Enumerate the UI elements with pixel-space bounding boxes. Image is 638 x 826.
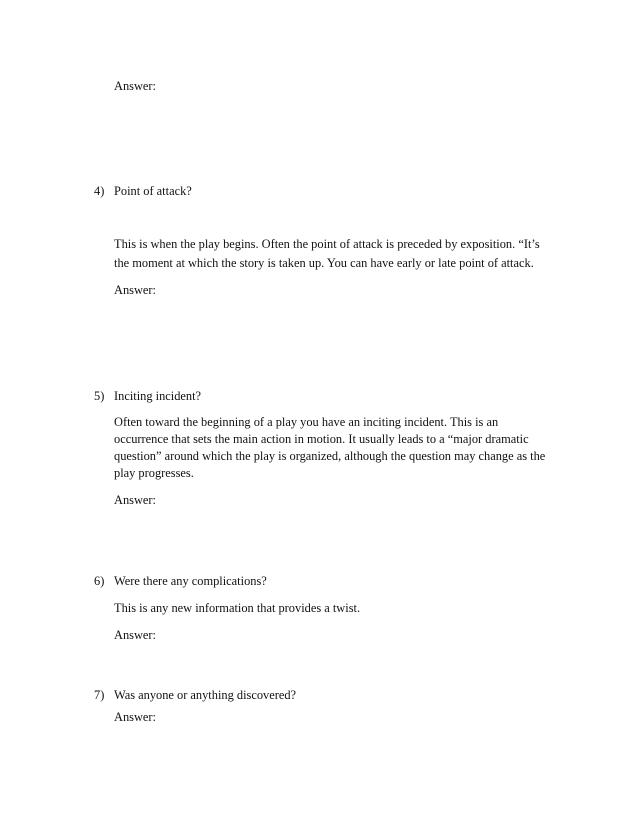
question-4-description-line-1: This is when the play begins. Often the point of attack is preceded by exposition. “It’s: [114, 237, 540, 251]
question-4-text: Point of attack?: [114, 184, 192, 198]
answer-label-5: Answer:: [114, 493, 156, 507]
question-7-text: Was anyone or anything discovered?: [114, 688, 297, 702]
answer-label-4: Answer:: [114, 283, 156, 297]
question-5-description-line-1: Often toward the beginning of a play you have an inciting incident. This is an: [114, 415, 499, 429]
question-5-description-line-3: question” around which the play is organized, although the question may change as the: [114, 449, 546, 463]
question-6-number: 6): [94, 574, 105, 588]
answer-label-7: Answer:: [114, 710, 156, 724]
answer-label-6: Answer:: [114, 628, 156, 642]
question-5-description-line-4: play progresses.: [114, 466, 194, 480]
question-6-description-line-1: This is any new information that provides a twist.: [114, 601, 361, 615]
question-5-number: 5): [94, 389, 105, 403]
question-5-description-line-2: occurrence that sets the main action in motion. It usually leads to a “major dramatic: [114, 432, 529, 446]
question-7-number: 7): [94, 688, 105, 702]
question-4-number: 4): [94, 184, 105, 198]
question-4-description-line-2: the moment at which the story is taken up. You can have early or late point of attack.: [114, 256, 534, 270]
question-5-text: Inciting incident?: [114, 389, 202, 403]
answer-label-3: Answer:: [114, 79, 156, 93]
question-6-text: Were there any complications?: [114, 574, 267, 588]
